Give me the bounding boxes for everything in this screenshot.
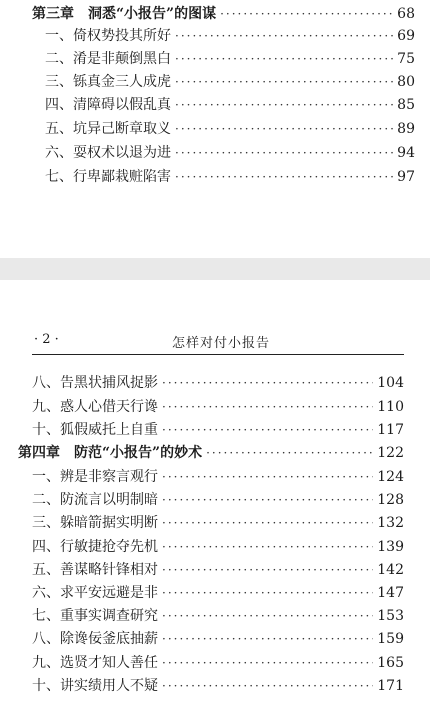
bottom-page xyxy=(0,280,430,704)
leader-dots xyxy=(162,489,373,511)
toc-entry-page: 122 xyxy=(377,445,404,461)
toc-entry-page: 69 xyxy=(397,28,415,44)
toc-entry-label: 四、清障碍以假乱真 xyxy=(45,97,171,113)
toc-entry-label: 一、倚权势投其所好 xyxy=(45,28,171,44)
leader-dots xyxy=(175,118,393,140)
toc-entry-page: 147 xyxy=(377,585,404,601)
toc-entry[interactable] xyxy=(32,396,404,418)
toc-entry[interactable] xyxy=(32,628,404,650)
toc-entry-page: 128 xyxy=(377,492,404,508)
leader-dots xyxy=(162,536,373,558)
toc-entry-page: 153 xyxy=(377,608,404,624)
toc-entry-page: 142 xyxy=(377,562,404,578)
leader-dots xyxy=(162,512,373,534)
toc-entry-page: 75 xyxy=(397,51,415,67)
toc-entry[interactable] xyxy=(32,466,404,488)
toc-entry-page: 94 xyxy=(397,145,415,161)
toc-entry-label: 三、铄真金三人成虎 xyxy=(45,74,171,90)
toc-entry[interactable] xyxy=(45,142,415,164)
toc-entry-label: 第三章 洞悉“小报告”的图谋 xyxy=(32,6,217,22)
toc-entry-label: 二、防流言以明制暗 xyxy=(32,492,158,508)
toc-entry[interactable] xyxy=(45,48,415,70)
leader-dots xyxy=(162,628,373,650)
toc-entry-page: 171 xyxy=(377,678,404,694)
toc-entry[interactable] xyxy=(45,166,415,188)
toc-entry-page: 97 xyxy=(397,169,415,185)
toc-entry-label: 五、坑异己断章取义 xyxy=(45,121,171,137)
leader-dots xyxy=(175,71,393,93)
toc-entry-label: 一、辨是非察言观行 xyxy=(32,469,158,485)
toc-entry[interactable] xyxy=(45,71,415,93)
toc-entry-page: 139 xyxy=(377,539,404,555)
toc-entry-page: 104 xyxy=(377,375,404,391)
toc-entry-label: 二、淆是非颠倒黑白 xyxy=(45,51,171,67)
leader-dots xyxy=(175,142,393,164)
running-title: 怎样对付小报告 xyxy=(172,336,271,351)
page-separator xyxy=(0,258,430,280)
toc-entry[interactable] xyxy=(32,512,404,534)
toc-entry-label: 九、选贤才知人善任 xyxy=(32,655,158,671)
header-rule xyxy=(32,354,404,355)
toc-entry[interactable] xyxy=(32,675,404,697)
leader-dots xyxy=(162,396,373,418)
toc-entry-chapter[interactable] xyxy=(18,442,404,464)
toc-entry-page: 85 xyxy=(397,97,415,113)
toc-entry-label: 第四章 防范“小报告”的妙术 xyxy=(18,445,203,461)
running-header xyxy=(32,332,404,352)
toc-entry-page: 117 xyxy=(377,422,404,438)
toc-entry[interactable] xyxy=(32,559,404,581)
leader-dots xyxy=(175,166,393,188)
toc-entry[interactable] xyxy=(32,652,404,674)
toc-entry[interactable] xyxy=(32,605,404,627)
toc-entry-page: 165 xyxy=(377,655,404,671)
leader-dots xyxy=(175,25,393,47)
toc-entry-page: 132 xyxy=(377,515,404,531)
toc-entry-chapter[interactable] xyxy=(32,3,415,25)
toc-entry-label: 十、讲实绩用人不疑 xyxy=(32,678,158,694)
leader-dots xyxy=(162,605,373,627)
leader-dots xyxy=(162,466,373,488)
toc-entry[interactable] xyxy=(45,94,415,116)
leader-dots xyxy=(162,372,373,394)
toc-entry[interactable] xyxy=(32,372,404,394)
leader-dots xyxy=(162,582,373,604)
leader-dots xyxy=(175,94,393,116)
page-number: · 2 · xyxy=(34,332,59,347)
leader-dots xyxy=(162,559,373,581)
top-page xyxy=(0,0,430,258)
toc-entry-label: 七、重事实调查研究 xyxy=(32,608,158,624)
toc-entry-label: 十、狐假威托上自重 xyxy=(32,422,158,438)
toc-entry-label: 五、善谋略针锋相对 xyxy=(32,562,158,578)
toc-entry-label: 六、求平安远避是非 xyxy=(32,585,158,601)
toc-entry-label: 九、惑人心借天行谗 xyxy=(32,399,158,415)
toc-entry-page: 110 xyxy=(377,399,404,415)
leader-dots xyxy=(162,675,373,697)
toc-entry-label: 三、躲暗箭据实明断 xyxy=(32,515,158,531)
leader-dots xyxy=(206,442,373,464)
leader-dots xyxy=(162,652,373,674)
toc-entry[interactable] xyxy=(32,536,404,558)
toc-entry-page: 80 xyxy=(397,74,415,90)
toc-entry[interactable] xyxy=(32,582,404,604)
leader-dots xyxy=(175,48,393,70)
toc-entry[interactable] xyxy=(32,419,404,441)
toc-entry[interactable] xyxy=(32,489,404,511)
leader-dots xyxy=(220,3,393,25)
toc-entry[interactable] xyxy=(45,118,415,140)
toc-entry-page: 159 xyxy=(377,631,404,647)
toc-entry-label: 七、行卑鄙栽赃陷害 xyxy=(45,169,171,185)
toc-entry-page: 68 xyxy=(397,6,415,22)
toc-entry-label: 四、行敏捷抢夺先机 xyxy=(32,539,158,555)
toc-entry-page: 89 xyxy=(397,121,415,137)
toc-entry-label: 八、告黑状捕风捉影 xyxy=(32,375,158,391)
toc-entry-page: 124 xyxy=(377,469,404,485)
leader-dots xyxy=(162,419,373,441)
toc-entry[interactable] xyxy=(45,25,415,47)
toc-entry-label: 六、耍权术以退为进 xyxy=(45,145,171,161)
toc-entry-label: 八、除谗佞釜底抽薪 xyxy=(32,631,158,647)
